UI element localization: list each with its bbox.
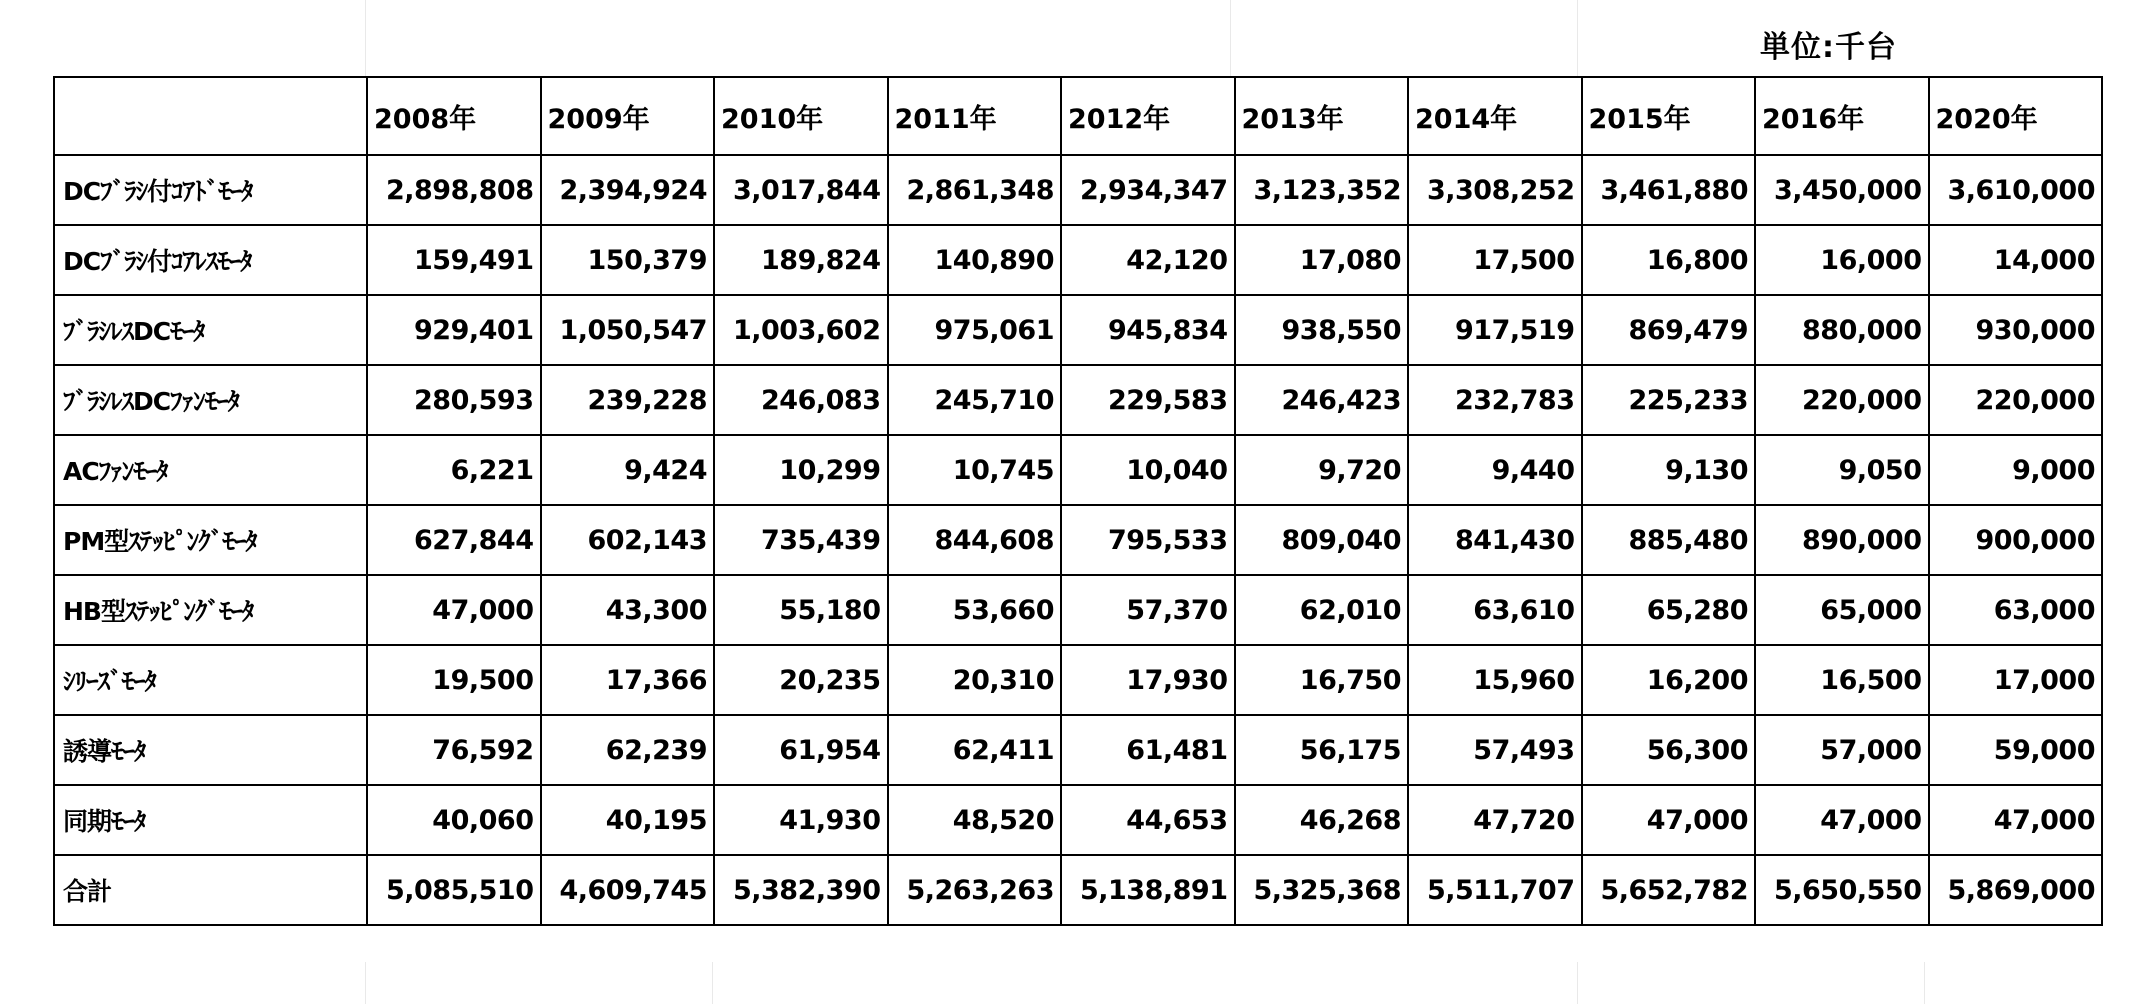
value-cell: 841,430 xyxy=(1408,505,1582,575)
value-cell: 938,550 xyxy=(1235,295,1409,365)
value-cell: 795,533 xyxy=(1061,505,1235,575)
row-label: HB型ｽﾃｯﾋﾟﾝｸﾞﾓｰﾀ xyxy=(54,575,367,645)
table-row xyxy=(54,225,2102,295)
column-header: 2015年 xyxy=(1582,77,1756,155)
value-cell: 220,000 xyxy=(1929,365,2103,435)
table-row xyxy=(54,295,2102,365)
value-cell: 5,511,707 xyxy=(1408,855,1582,925)
column-header: 2010年 xyxy=(714,77,888,155)
table-row xyxy=(54,575,2102,645)
column-header: 2020年 xyxy=(1929,77,2103,155)
value-cell: 945,834 xyxy=(1061,295,1235,365)
unit-label: 単位:千台 xyxy=(1760,30,1897,65)
value-cell: 40,195 xyxy=(541,785,715,855)
grid-remnant xyxy=(365,962,366,1004)
value-cell: 19,500 xyxy=(367,645,541,715)
value-cell: 869,479 xyxy=(1582,295,1756,365)
value-cell: 15,960 xyxy=(1408,645,1582,715)
value-cell: 1,050,547 xyxy=(541,295,715,365)
value-cell: 246,083 xyxy=(714,365,888,435)
value-cell: 9,424 xyxy=(541,435,715,505)
value-cell: 76,592 xyxy=(367,715,541,785)
row-label: ﾌﾞﾗｼﾚｽDCﾓｰﾀ xyxy=(54,295,367,365)
value-cell: 9,130 xyxy=(1582,435,1756,505)
grid-remnant xyxy=(1577,962,1578,1004)
value-cell: 735,439 xyxy=(714,505,888,575)
value-cell: 930,000 xyxy=(1929,295,2103,365)
row-label: 同期ﾓｰﾀ xyxy=(54,785,367,855)
value-cell: 63,000 xyxy=(1929,575,2103,645)
value-cell: 17,930 xyxy=(1061,645,1235,715)
value-cell: 46,268 xyxy=(1235,785,1409,855)
column-header: 2008年 xyxy=(367,77,541,155)
total-row xyxy=(54,855,2102,925)
column-header: 2013年 xyxy=(1235,77,1409,155)
value-cell: 9,720 xyxy=(1235,435,1409,505)
value-cell: 3,461,880 xyxy=(1582,155,1756,225)
row-label: ｼﾘｰｽﾞﾓｰﾀ xyxy=(54,645,367,715)
value-cell: 3,123,352 xyxy=(1235,155,1409,225)
value-cell: 57,493 xyxy=(1408,715,1582,785)
value-cell: 63,610 xyxy=(1408,575,1582,645)
value-cell: 917,519 xyxy=(1408,295,1582,365)
value-cell: 53,660 xyxy=(888,575,1062,645)
table-row xyxy=(54,715,2102,785)
value-cell: 56,175 xyxy=(1235,715,1409,785)
value-cell: 17,500 xyxy=(1408,225,1582,295)
value-cell: 5,138,891 xyxy=(1061,855,1235,925)
value-cell: 602,143 xyxy=(541,505,715,575)
value-cell: 62,010 xyxy=(1235,575,1409,645)
value-cell: 3,017,844 xyxy=(714,155,888,225)
row-label: ﾌﾞﾗｼﾚｽDCﾌｧﾝﾓｰﾀ xyxy=(54,365,367,435)
value-cell: 3,450,000 xyxy=(1755,155,1929,225)
table-row xyxy=(54,155,2102,225)
value-cell: 44,653 xyxy=(1061,785,1235,855)
table-row xyxy=(54,505,2102,575)
corner-cell xyxy=(54,77,367,155)
table-row xyxy=(54,365,2102,435)
value-cell: 880,000 xyxy=(1755,295,1929,365)
value-cell: 280,593 xyxy=(367,365,541,435)
value-cell: 65,000 xyxy=(1755,575,1929,645)
header-row xyxy=(54,77,2102,155)
value-cell: 2,394,924 xyxy=(541,155,715,225)
value-cell: 61,954 xyxy=(714,715,888,785)
value-cell: 844,608 xyxy=(888,505,1062,575)
table-row xyxy=(54,785,2102,855)
value-cell: 40,060 xyxy=(367,785,541,855)
grid-remnant xyxy=(1230,0,1231,76)
value-cell: 5,085,510 xyxy=(367,855,541,925)
value-cell: 1,003,602 xyxy=(714,295,888,365)
value-cell: 900,000 xyxy=(1929,505,2103,575)
value-cell: 47,720 xyxy=(1408,785,1582,855)
value-cell: 5,869,000 xyxy=(1929,855,2103,925)
value-cell: 3,308,252 xyxy=(1408,155,1582,225)
value-cell: 10,040 xyxy=(1061,435,1235,505)
value-cell: 5,382,390 xyxy=(714,855,888,925)
value-cell: 2,861,348 xyxy=(888,155,1062,225)
value-cell: 189,824 xyxy=(714,225,888,295)
value-cell: 9,440 xyxy=(1408,435,1582,505)
value-cell: 14,000 xyxy=(1929,225,2103,295)
value-cell: 5,325,368 xyxy=(1235,855,1409,925)
value-cell: 17,000 xyxy=(1929,645,2103,715)
value-cell: 975,061 xyxy=(888,295,1062,365)
grid-remnant xyxy=(1577,0,1578,76)
value-cell: 245,710 xyxy=(888,365,1062,435)
value-cell: 627,844 xyxy=(367,505,541,575)
value-cell: 48,520 xyxy=(888,785,1062,855)
value-cell: 4,609,745 xyxy=(541,855,715,925)
value-cell: 929,401 xyxy=(367,295,541,365)
value-cell: 20,310 xyxy=(888,645,1062,715)
value-cell: 809,040 xyxy=(1235,505,1409,575)
value-cell: 220,000 xyxy=(1755,365,1929,435)
value-cell: 239,228 xyxy=(541,365,715,435)
value-cell: 2,898,808 xyxy=(367,155,541,225)
value-cell: 140,890 xyxy=(888,225,1062,295)
row-label: 誘導ﾓｰﾀ xyxy=(54,715,367,785)
row-label: DCﾌﾞﾗｼ付ｺｱﾚｽﾓｰﾀ xyxy=(54,225,367,295)
value-cell: 57,370 xyxy=(1061,575,1235,645)
column-header: 2011年 xyxy=(888,77,1062,155)
value-cell: 20,235 xyxy=(714,645,888,715)
value-cell: 61,481 xyxy=(1061,715,1235,785)
value-cell: 10,745 xyxy=(888,435,1062,505)
value-cell: 16,800 xyxy=(1582,225,1756,295)
table-row xyxy=(54,645,2102,715)
value-cell: 3,610,000 xyxy=(1929,155,2103,225)
value-cell: 47,000 xyxy=(367,575,541,645)
row-label: PM型ｽﾃｯﾋﾟﾝｸﾞﾓｰﾀ xyxy=(54,505,367,575)
value-cell: 6,221 xyxy=(367,435,541,505)
column-header: 2016年 xyxy=(1755,77,1929,155)
value-cell: 57,000 xyxy=(1755,715,1929,785)
value-cell: 41,930 xyxy=(714,785,888,855)
value-cell: 65,280 xyxy=(1582,575,1756,645)
value-cell: 16,200 xyxy=(1582,645,1756,715)
value-cell: 16,000 xyxy=(1755,225,1929,295)
grid-remnant xyxy=(1924,962,1925,1004)
value-cell: 43,300 xyxy=(541,575,715,645)
value-cell: 5,652,782 xyxy=(1582,855,1756,925)
value-cell: 55,180 xyxy=(714,575,888,645)
column-header: 2012年 xyxy=(1061,77,1235,155)
value-cell: 890,000 xyxy=(1755,505,1929,575)
column-header: 2014年 xyxy=(1408,77,1582,155)
value-cell: 150,379 xyxy=(541,225,715,295)
value-cell: 246,423 xyxy=(1235,365,1409,435)
table-row xyxy=(54,435,2102,505)
value-cell: 42,120 xyxy=(1061,225,1235,295)
value-cell: 16,500 xyxy=(1755,645,1929,715)
value-cell: 159,491 xyxy=(367,225,541,295)
value-cell: 232,783 xyxy=(1408,365,1582,435)
value-cell: 10,299 xyxy=(714,435,888,505)
value-cell: 2,934,347 xyxy=(1061,155,1235,225)
column-header: 2009年 xyxy=(541,77,715,155)
value-cell: 47,000 xyxy=(1582,785,1756,855)
row-label: 合計 xyxy=(54,855,367,925)
grid-remnant xyxy=(365,0,366,76)
value-cell: 5,650,550 xyxy=(1755,855,1929,925)
value-cell: 17,366 xyxy=(541,645,715,715)
table-body xyxy=(54,155,2102,925)
value-cell: 9,050 xyxy=(1755,435,1929,505)
value-cell: 56,300 xyxy=(1582,715,1756,785)
grid-remnant xyxy=(712,962,713,1004)
value-cell: 225,233 xyxy=(1582,365,1756,435)
value-cell: 17,080 xyxy=(1235,225,1409,295)
value-cell: 62,411 xyxy=(888,715,1062,785)
value-cell: 885,480 xyxy=(1582,505,1756,575)
row-label: ACﾌｧﾝﾓｰﾀ xyxy=(54,435,367,505)
value-cell: 9,000 xyxy=(1929,435,2103,505)
value-cell: 16,750 xyxy=(1235,645,1409,715)
value-cell: 229,583 xyxy=(1061,365,1235,435)
value-cell: 47,000 xyxy=(1755,785,1929,855)
value-cell: 62,239 xyxy=(541,715,715,785)
row-label: DCﾌﾞﾗｼ付ｺｱﾄﾞﾓｰﾀ xyxy=(54,155,367,225)
value-cell: 5,263,263 xyxy=(888,855,1062,925)
value-cell: 47,000 xyxy=(1929,785,2103,855)
motor-shipment-table xyxy=(53,76,2103,926)
value-cell: 59,000 xyxy=(1929,715,2103,785)
